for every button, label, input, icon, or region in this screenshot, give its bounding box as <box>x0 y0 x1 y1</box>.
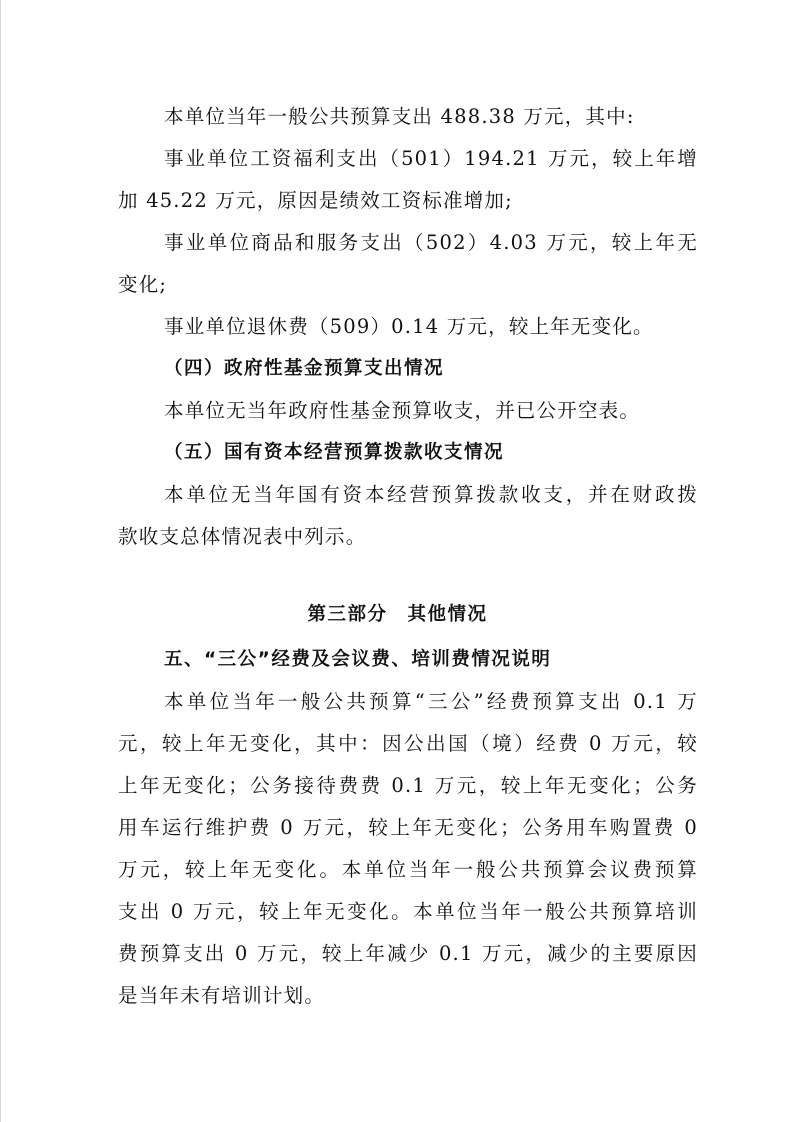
section-heading-state-capital: （五）国有资本经营预算拨款收支情况 <box>164 442 505 463</box>
paragraph-salary-welfare-cont: 加 45.22 万元，原因是绩效工资标准增加; <box>118 189 513 212</box>
paragraph-goods-services-cont: 变化; <box>118 273 168 296</box>
section-heading-government-fund: （四）政府性基金预算支出情况 <box>164 358 445 379</box>
paragraph-three-public-4: 用车运行维护费 0 万元，较上年无变化；公务用车购置费 0 <box>118 816 698 839</box>
paragraph-three-public-1: 本单位当年一般公共预算“三公”经费预算支出 0.1 万 <box>164 690 698 713</box>
paragraph-retirement: 事业单位退休费（509）0.14 万元，较上年无变化。 <box>164 315 654 338</box>
paragraph-state-capital: 本单位无当年国有资本经营预算拨款收支，并在财政拨 <box>164 483 698 506</box>
paragraph-three-public-7: 费预算支出 0 万元，较上年减少 0.1 万元，减少的主要原因 <box>118 942 698 965</box>
paragraph-three-public-2: 元，较上年无变化，其中：因公出国（境）经费 0 万元，较 <box>118 732 698 755</box>
paragraph-goods-services: 事业单位商品和服务支出（502）4.03 万元，较上年无 <box>164 231 698 254</box>
paragraph-three-public-5: 万元，较上年无变化。本单位当年一般公共预算会议费预算 <box>118 858 698 881</box>
part-three-title: 第三部分 其他情况 <box>307 604 488 625</box>
paragraph-three-public-8: 是当年未有培训计划。 <box>118 984 326 1007</box>
paragraph-three-public-6: 支出 0 万元，较上年无变化。本单位当年一般公共预算培训 <box>118 900 698 923</box>
paragraph-total-expenditure: 本单位当年一般公共预算支出 488.38 万元，其中: <box>164 105 635 128</box>
paragraph-government-fund: 本单位无当年政府性基金预算收支，并已公开空表。 <box>164 399 641 422</box>
paragraph-salary-welfare: 事业单位工资福利支出（501）194.21 万元，较上年增 <box>164 147 698 170</box>
section-heading-three-public: 五、“三公”经费及会议费、培训费情况说明 <box>164 649 552 670</box>
paragraph-state-capital-cont: 款收支总体情况表中列示。 <box>118 525 367 548</box>
paragraph-three-public-3: 上年无变化；公务接待费费 0.1 万元，较上年无变化；公务 <box>118 774 698 797</box>
